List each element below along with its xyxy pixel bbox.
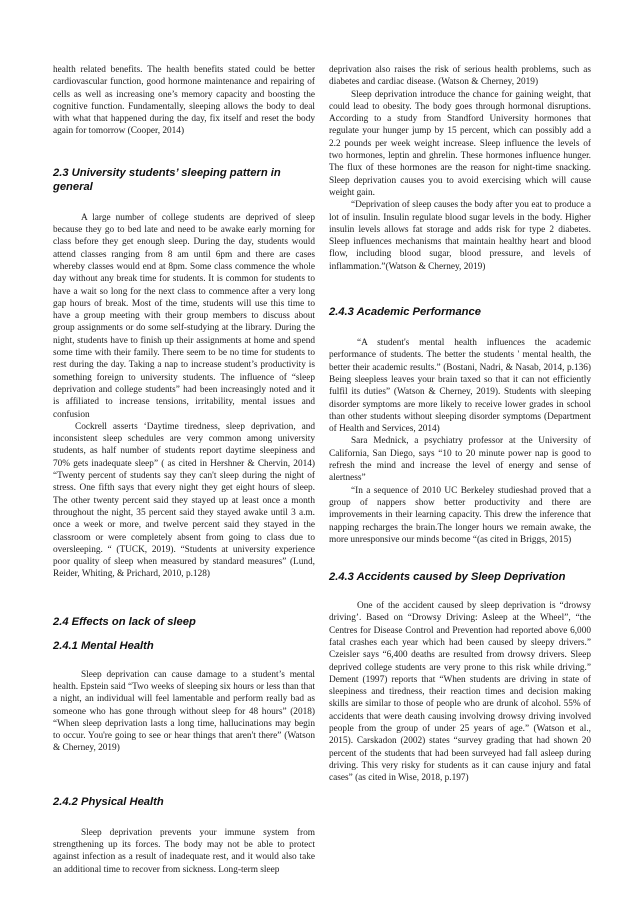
- paragraph-academic-performance: “A student's mental health influences the academic performance of students. The better the students ' mental health, the better their academic results.” (Bostani, Nadri, & Nasab, 2014, p.136) Being sleepless leaves your brain taxed so that it can not efficiently fulfil its duties” (Watson & Cherney, 2019). Students with sleeping disorder symptoms are more likely to receive lower grades in school than other students without sleeping disorder symptoms (Department of Health and Services, 2014): [329, 338, 591, 435]
- paragraph-drowsy-driving: One of the accident caused by sleep deprivation is “drowsy driving’. Based on “Drowsy Driving: Asleep at the Wheel”, “the Centres for Disease Control and Prevention had reported above 6,000 fatal crashes each year which had been caused by sleepy drivers.” Czeisler says “6,400 deaths are resulted from drowsy drivers. Sleep deprived college students are very prone to this risk while driving.” Dement (1997) reports that “When students are driving in state of sleepiness and tiredness, their reaction times and decision making skills are similar to those of people who are drunk of alcohol. 55% of accidents that were death causing involving drowsy driving involved people from the group of under 25 years of age.” (Watson et al., 2015). Carskadon (2002) states “survey grading that had shown 20 percent of the students that had been surveyed had fall asleep during driving. This very risky for students as it can cause injury and fatal cases” (as cited in Wise, 2018, p.197): [329, 601, 591, 784]
- paragraph-physical-health: Sleep deprivation prevents your immune system from strengthening up its forces. The body may not be able to protect against infection as a result of inadequate rest, and it would also take an additional time to recover from sickness. Long-term sleep: [53, 827, 315, 875]
- heading-academic-performance: 2.4.3 Academic Performance: [329, 306, 481, 319]
- paragraph-weight-gain: Sleep deprivation introduce the chance for gaining weight, that could lead to obesity. The body goes through hormonal disruptions. According to a study from Standford University hormones that regulate your hunger jump by 15 percent, which can possibly add a 2.2 pounds per week weight increase. Sleep influence the levels of two hormones, leptin and ghrelin. These hormones influence hunger. The flux of these hormones are the reason for night-time snacking. Sleep deprivation causes you to avoid exercising which will cause weight gain.: [329, 89, 591, 198]
- paragraph-sara-mednick: Sara Mednick, a psychiatry professor at the University of California, San Diego, says “10 to 20 minute power nap is good to refresh the mind and increase the level of energy and sense of alertness”: [329, 436, 591, 484]
- heading-sleeping-pattern: 2.3 University students’ sleeping pattern in general: [53, 166, 281, 193]
- heading-mental-health: 2.4.1 Mental Health: [53, 639, 154, 652]
- heading-effects-lack-of-sleep: 2.4 Effects on lack of sleep: [53, 615, 196, 628]
- paragraph-cockrell: Cockrell asserts ‘Daytime tiredness, sleep deprivation, and inconsistent sleep schedules are very common among university students, as half number of students report daytime sleepiness and 70% gets inadequate sleep” ( as cited in Hershner & Chervin, 2014) “Twenty percent of students say they can't sleep during the night of stress. One fifth says that every night they get eight hours of sleep. The other twenty percent said they stayed up at least once a month throughout the night, 35 percent said they stayed awake until 3 a.m. once a week or more, and twelve percent said they stayed in the classroom or were completely absent from going to class due to oversleeping. “ (TUCK, 2019). “Students at university experience poor quality of sleep when measured by standard measures” (Lund, Reider, Whiting, & Prichard, 2010, p.128): [53, 421, 315, 580]
- heading-physical-health: 2.4.2 Physical Health: [53, 795, 164, 808]
- paragraph-mental-health: Sleep deprivation can cause damage to a student’s mental health. Epstein said “Two weeks of sleeping six hours or less than that a night, an individual will feel lamentable and perform really bad as someone who has gone through without sleep for 48 hours” (2018) “When sleep deprivation lasts a long time, hallucinations may begin to occur. You're going to see or hear things that aren't there” (Watson & Cherney, 2019): [53, 669, 315, 754]
- paragraph-uc-berkeley: “In a sequence of 2010 UC Berkeley studieshad proved that a group of nappers show better productivity and there are improvements in their learning capacity. This drew the inference that napping recharges the brain.The longer hours we remain awake, the more unresponsive our minds become “(as cited in Briggs, 2015): [329, 485, 591, 545]
- paragraph-health-benefits: health related benefits. The health benefits stated could be better cardiovascular function, good hormone maintenance and repairing of cells as well as increasing one’s memory capacity and boosting the cognitive function. Fundamentally, sleeping allows the body to deal with what that happened during the day, fix itself and reset the body again for tomorrow (Cooper, 2014): [53, 65, 315, 137]
- left-column: [53, 64, 315, 876]
- paragraph-insulin: “Deprivation of sleep causes the body after you eat to produce a lot of insulin. Insulin regulate blood sugar levels in the body. Higher insulin levels allows fat storage and adds risk for type 2 diabetes. Sleep influences mechanisms that maintain healthy heart and blood flow, including blood sugar, blood pressure, and levels of inflammation.”(Watson & Cherney, 2019): [329, 200, 591, 272]
- right-column: [329, 64, 591, 785]
- paragraph-college-students: A large number of college students are deprived of sleep because they go to bed late and need to be awake early morning for class before they get enough sleep. During the day, students would attend classes ranging from 8 am until 6pm and there are cases whereby classes would end at 8pm. Some class commence the whole day without any break time for students. It is common for students to have a wait so long for the next class to commence after a very long gap hours of break. Most of the time, students will use this time to have a group meeting with their group members to discuss about group assignments or do some self-studying at the library. During the night, students have to finish up their assignments at home and spend some time with their family. There seem to be no time for students to rest during the day. Taking a nap to increase student’s productivity is something foreign to university students. The influence of “sleep deprivation and college students” had been increasingly noted and it is affiliated to increase tensions, irritability, mental issues and confusion: [53, 212, 315, 420]
- heading-accidents: 2.4.3 Accidents caused by Sleep Deprivation: [329, 571, 566, 584]
- paragraph-long-term-risk: deprivation also raises the risk of serious health problems, such as diabetes and cardiac disease. (Watson & Cherney, 2019): [329, 65, 591, 88]
